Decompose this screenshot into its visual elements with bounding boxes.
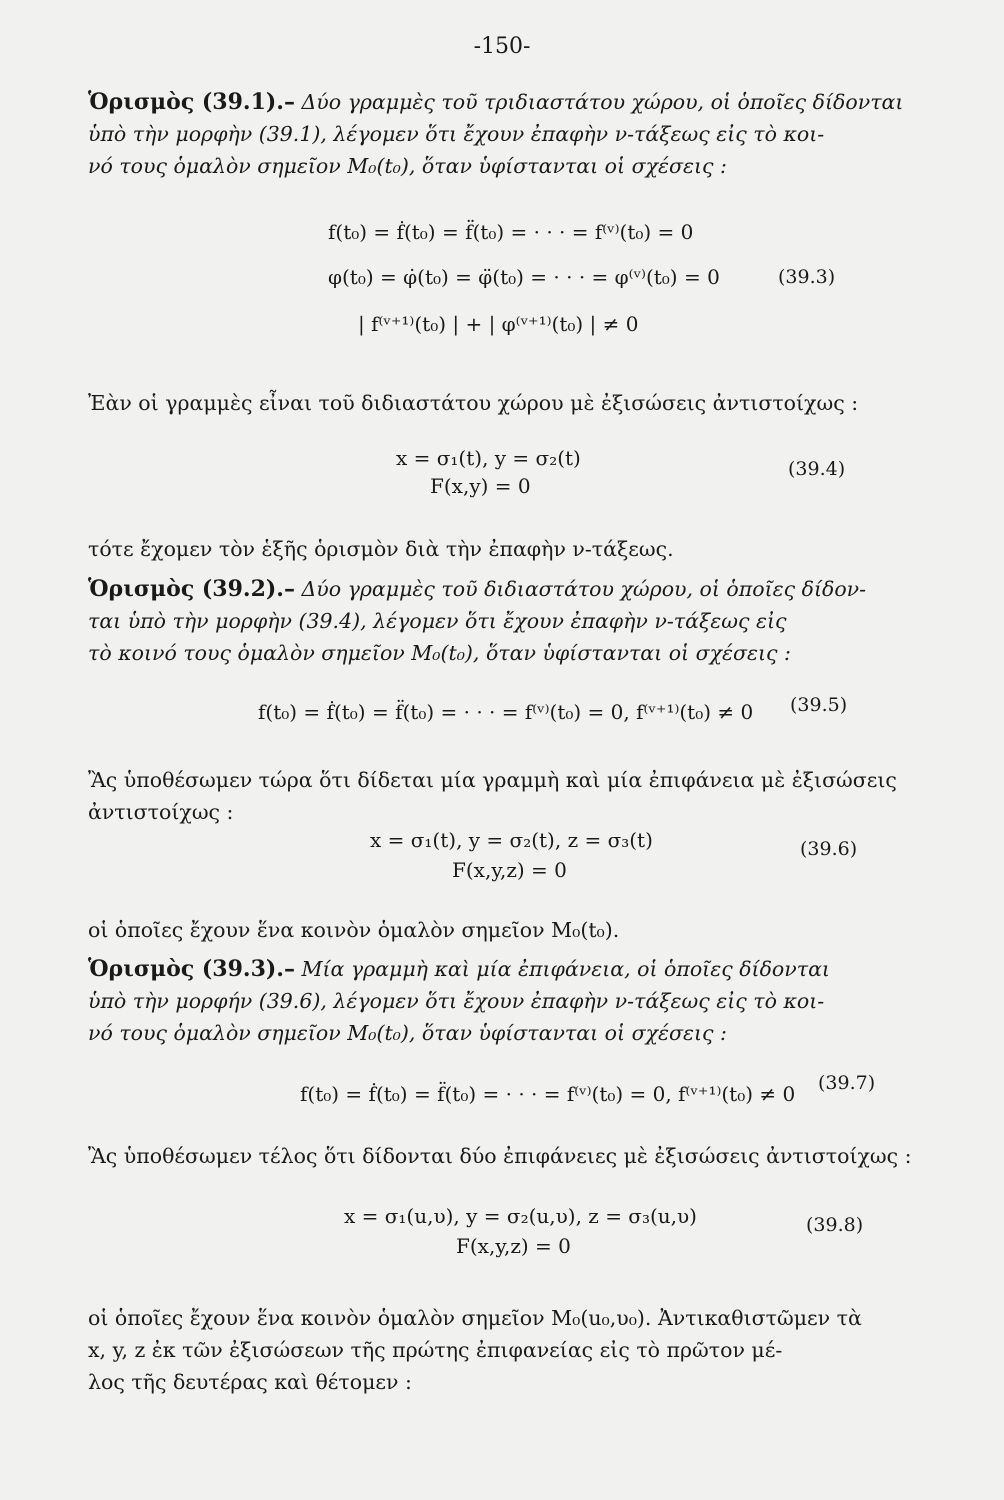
equation-number: (39.5) [790,694,848,716]
text-line: Ἐὰν οἱ γραμμὲς εἶναι τοῦ διδιαστάτου χώρου μὲ ἐξισώσεις ἀντιστοίχως : [88,391,859,415]
equation-line: φ(t₀) = φ̇(t₀) = φ̈(t₀) = · · · = φ⁽ᵛ⁾(t₀) = 0 [328,265,720,289]
definition-heading: Ὁρισμὸς (39.2).– [88,576,295,602]
equation-number: (39.4) [788,458,846,480]
definition-heading: Ὁρισμὸς (39.1).– [88,89,295,115]
paragraph [88,914,968,946]
text-line: Ἂς ὑποθέσωμεν τέλος ὅτι δίδονται δύο ἐπιφάνειες μὲ ἐξισώσεις ἀντιστοίχως : [88,1144,912,1168]
equation-number: (39.8) [806,1214,864,1236]
definition-39-2 [88,573,968,669]
paragraph [88,533,968,565]
equation-number: (39.3) [778,266,836,288]
text-line: νό τους ὁμαλὸν σημεῖον M₀(t₀), ὅταν ὑφίστανται οἱ σχέσεις : [88,154,727,178]
equation-line: x = σ₁(t), y = σ₂(t), z = σ₃(t) [370,828,653,852]
equation-line: F(x,y,z) = 0 [456,1234,571,1258]
page-number: -150- [473,34,531,59]
equation-line: x = σ₁(t), y = σ₂(t) [396,446,581,470]
text-line: ἀντιστοίχως : [88,800,234,824]
text-line: ὑπὸ τὴν μορφήν (39.6), λέγομεν ὅτι ἔχουν ἐπαφὴν ν-τάξεως εἰς τὸ κοι- [88,989,825,1013]
text-line: οἱ ὁποῖες ἔχουν ἕνα κοινὸν ὁμαλὸν σημεῖον M₀(u₀,υ₀). Ἀντικαθιστῶμεν τὰ [88,1306,862,1330]
text-line: ὑπὸ τὴν μορφὴν (39.1), λέγομεν ὅτι ἔχουν ἐπαφὴν ν-τάξεως εἰς τὸ κοι- [88,122,825,146]
text-line: x, y, z ἐκ τῶν ἐξισώσεων τῆς πρώτης ἐπιφανείας εἰς τὸ πρῶτον μέ- [88,1338,783,1362]
text-line: Ἂς ὑποθέσωμεν τώρα ὅτι δίδεται μία γραμμὴ καὶ μία ἐπιφάνεια μὲ ἐξισώσεις [88,768,897,792]
text-line: Μία γραμμὴ καὶ μία ἐπιφάνεια, οἱ ὁποῖες δίδονται [301,957,830,981]
text-line: νό τους ὁμαλὸν σημεῖον M₀(t₀), ὅταν ὑφίστανται οἱ σχέσεις : [88,1021,727,1045]
text-line: τότε ἔχομεν τὸν ἑξῆς ὁρισμὸν διὰ τὴν ἐπαφὴν ν-τάξεως. [88,537,674,561]
definition-heading: Ὁρισμὸς (39.3).– [88,956,295,982]
text-line: τὸ κοινό τους ὁμαλὸν σημεῖον M₀(t₀), ὅταν ὑφίστανται οἱ σχέσεις : [88,641,791,665]
definition-39-1 [88,86,968,182]
equation-line: f(t₀) = ḟ(t₀) = f̈(t₀) = · · · = f⁽ᵛ⁾(t₀) = 0, f⁽ᵛ⁺¹⁾(t₀) ≠ 0 [300,1082,796,1106]
text-line: οἱ ὁποῖες ἔχουν ἕνα κοινὸν ὁμαλὸν σημεῖον M₀(t₀). [88,918,620,942]
text-line: λος τῆς δευτέρας καὶ θέτομεν : [88,1370,412,1394]
equation-line: | f⁽ᵛ⁺¹⁾(t₀) | + | φ⁽ᵛ⁺¹⁾(t₀) | ≠ 0 [358,312,639,336]
equation-number: (39.7) [818,1072,876,1094]
equation-line: f(t₀) = ḟ(t₀) = f̈(t₀) = · · · = f⁽ᵛ⁾(t₀) = 0, f⁽ᵛ⁺¹⁾(t₀) ≠ 0 [258,700,754,724]
paragraph [88,1140,968,1172]
paragraph [88,1302,968,1398]
equation-line: F(x,y) = 0 [430,474,531,498]
equation-line: F(x,y,z) = 0 [452,858,567,882]
text-line: ται ὑπὸ τὴν μορφὴν (39.4), λέγομεν ὅτι ἔχουν ἐπαφὴν ν-τάξεως εἰς [88,609,787,633]
paragraph [88,764,968,828]
paragraph [88,387,968,419]
text-line: Δύο γραμμὲς τοῦ διδιαστάτου χώρου, οἱ ὁποῖες δίδον- [301,577,867,601]
equation-number: (39.6) [800,838,858,860]
definition-39-3 [88,953,968,1049]
equation-line: x = σ₁(u,υ), y = σ₂(u,υ), z = σ₃(u,υ) [344,1204,697,1228]
equation-line: f(t₀) = ḟ(t₀) = f̈(t₀) = · · · = f⁽ᵛ⁾(t₀) = 0 [328,220,694,244]
text-line: Δύο γραμμὲς τοῦ τριδιαστάτου χώρου, οἱ ὁποῖες δίδονται [301,90,904,114]
